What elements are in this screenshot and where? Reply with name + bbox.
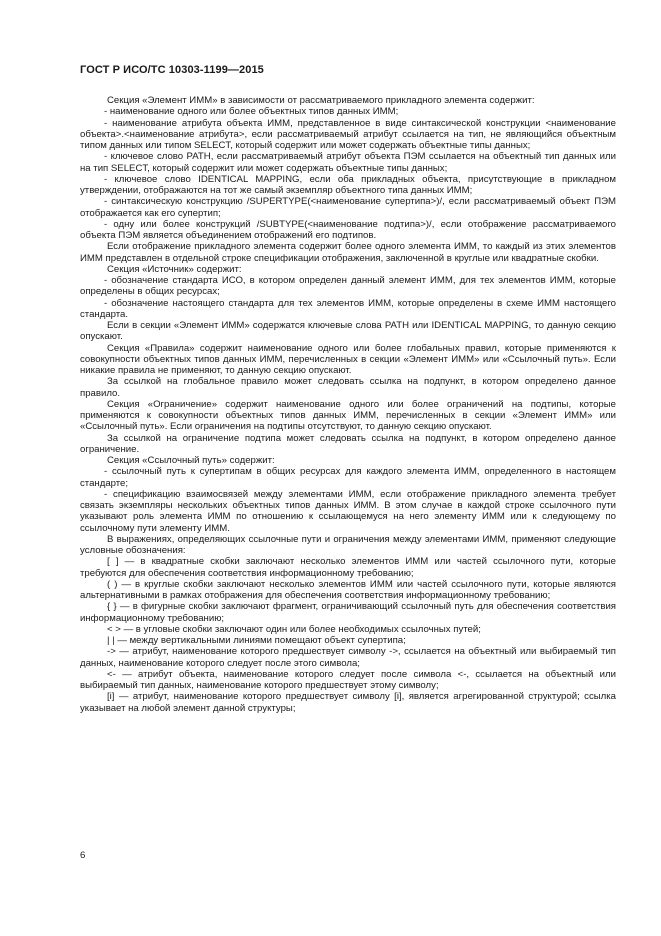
notation-item: <- — атрибут объекта, наименование которого следует после символа <-, ссылается на объектный или выбираемый тип данных, наименование которого предшествует этому символу; <box>80 668 616 691</box>
paragraph: Секция «Правила» содержит наименование одного или более глобальных правил, которые применяются к совокупности объектных типов данных ИММ, перечисленных в секции «Элемент ИММ» или «Ссылочный путь». Если никакие правила не применяют, то данную секцию опускают. <box>80 342 616 376</box>
notation-item: ( ) — в круглые скобки заключают несколько элементов ИММ или частей ссылочного пути, которые являются альтернативными в рамках отображения для обеспечения соответствия информационному требованию; <box>80 578 616 601</box>
paragraph: Секция «Источник» содержит: <box>107 263 242 275</box>
list-item: - одну или более конструкций /SUBTYPE(<наименование подтипа>)/, если отображение рассматриваемого объекта ПЭМ является объединением отображений его подтипов. <box>80 218 616 241</box>
list-item: - наименование одного или более объектных типов данных ИММ; <box>104 106 399 118</box>
list-item: - ключевое слово IDENTICAL MAPPING, если оба прикладных объекта, присутствующие в прикладном утверждении, отображаются на тот же самый экземпляр объектного типа данных ИММ; <box>80 173 616 196</box>
paragraph: Секция «Cсылочный путь» содержит: <box>107 455 275 466</box>
list-item: - обозначение настоящего стандарта для тех элементов ИММ, которые определены в схеме ИММ настоящего стандарта. <box>80 297 616 320</box>
notation-item: { } — в фигурные скобки заключают фрагмент, ограничивающий ссылочный путь для обеспечения соответствия информационному требованию; <box>80 601 616 624</box>
list-item: - ключевое слово PATH, если рассматриваемый атрибут объекта ПЭМ ссылается на объектный тип данных или на тип SELECT, который содержит или может содержать объектные типы данных; <box>80 151 616 174</box>
paragraph: Секция «Ограничение» содержит наименование одного или более ограничений на подтипы, которые применяются к совокупности объектных типов данных ИММ, перечисленных в секции «Элемент ИММ» или «Ссылочный путь». Если ограничения на подтипы отсутствуют, то данную секцию опускают. <box>80 398 616 433</box>
notation-item: [ ] — в квадратные скобки заключают несколько элементов ИММ или частей ссылочного пути, которые требуются для обеспечения соответствия информационному требованию; <box>80 556 616 579</box>
document-header: ГОСТ Р ИСО/ТС 10303-1199—2015 <box>80 64 264 76</box>
paragraph: Секция «Элемент ИММ» в зависимости от рассматриваемого прикладного элемента содержит: <box>107 95 535 106</box>
notation-item: < > — в угловые скобки заключают один или более необходимых ссылочных путей; <box>107 623 481 635</box>
document-body <box>80 95 616 714</box>
list-item: - спецификацию взаимосвязей между элементами ИММ, если отображение прикладного элемента требует связать экземпляры нескольких объектных типов данных ИММ. В этом случае в каждой строке ссылочного пути указывают роль элемента ИММ по отношению к ссылающемуся на него элементу ИММ или к следующему по ссылочному пути элементу ИММ. <box>80 488 616 534</box>
paragraph: В выражениях, определяющих ссылочные пути и ограничения между элементами ИММ, применяют следующие условные обозначения: <box>80 533 616 556</box>
paragraph: Если отображение прикладного элемента содержит более одного элемента ИММ, то каждый из этих элементов ИММ представлен в отдельной строке спецификации отображения, заключенной в круглые или квадратные скобки. <box>80 241 616 264</box>
list-item: - синтаксическую конструкцию /SUPERTYPE(<наименование супертипа>)/, если рассматриваемый объект ПЭМ отображается как его супертип; <box>80 196 616 219</box>
notation-item: | | — между вертикальными линиями помещают объект супертипа; <box>107 635 406 646</box>
paragraph: За ссылкой на ограничение подтипа может следовать ссылка на подпункт, в котором определено данное ограничение. <box>80 432 616 455</box>
paragraph: За ссылкой на глобальное правило может следовать ссылка на подпункт, в котором определено данное правило. <box>80 376 616 399</box>
notation-item: -> — атрибут, наименование которого предшествует символу ->, ссылается на объектный или выбираемый тип данных, наименование которого следует после этого символа; <box>80 646 616 669</box>
list-item: - обозначение стандарта ИСО, в котором определен данный элемент ИММ, для тех элементов ИММ, которые определены в общих ресурсах; <box>80 275 616 298</box>
notation-item: [i] — атрибут, наименование которого предшествует символу [i], является агрегированной структурой; ссылка указывает на любой элемент данной структуры; <box>80 691 616 714</box>
list-item: - наименование атрибута объекта ИММ, представленное в виде синтаксической конструкции <наименование объекта>.<наименование атрибута>, если рассматриваемый атрибут ссылается на тип, не являющийся объектным типом данных или типом SELECT, который содержит или может содержать объектные типы данных; <box>80 117 616 151</box>
paragraph: Если в секции «Элемент ИММ» содержатся ключевые слова PATH или IDENTICAL MAPPING, то данную секцию опускают. <box>80 320 616 343</box>
list-item: - ссылочный путь к супертипам в общих ресурсах для каждого элемента ИММ, определенного в настоящем стандарте; <box>80 466 616 489</box>
page-number: 6 <box>80 850 86 861</box>
